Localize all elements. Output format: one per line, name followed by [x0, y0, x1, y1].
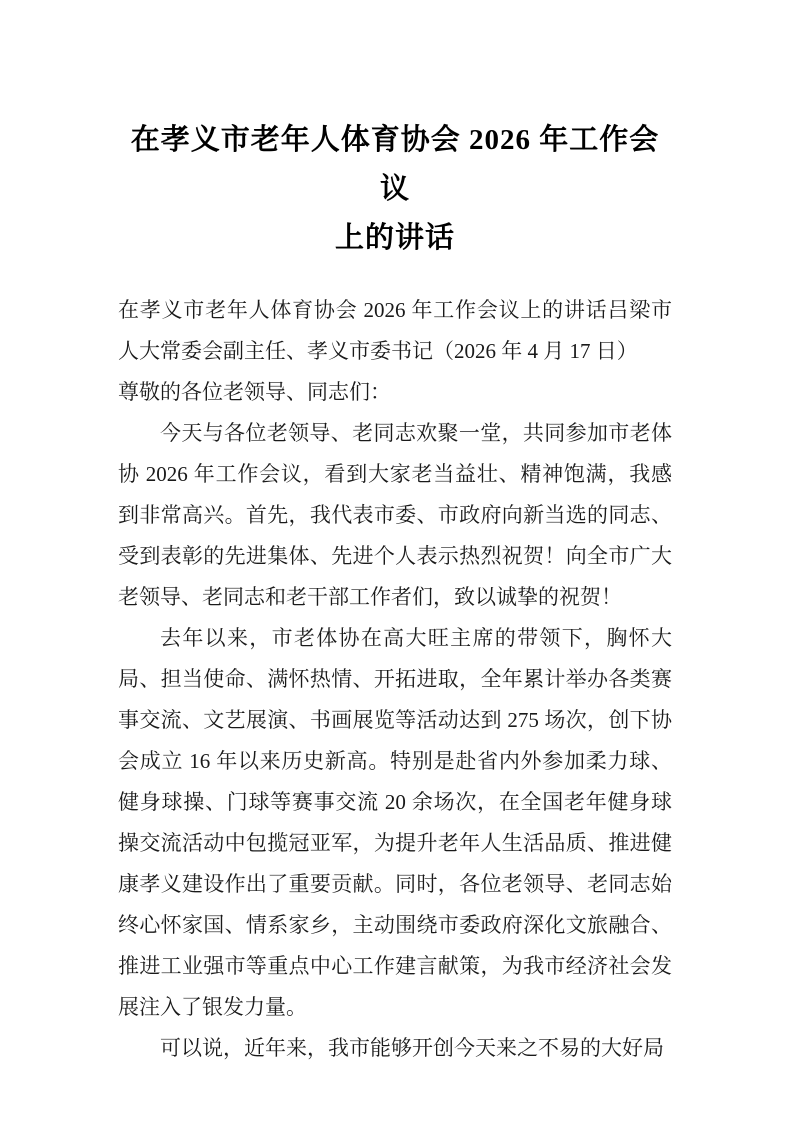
document-title [118, 116, 672, 263]
document-body [118, 290, 672, 1069]
paragraph-greeting: 今天与各位老领导、老同志欢聚一堂，共同参加市老体协 2026 年工作会议，看到大家老当益壮、精神饱满，我感到非常高兴。首先，我代表市委、市政府向新当选的同志、受到表彰的先进集体、先进个人表示热烈祝贺！向全市广大老领导、老同志和老干部工作者们，致以诚挚的祝贺！ [118, 421, 672, 609]
paragraph-salutation: 尊敬的各位老领导、同志们： [118, 380, 391, 404]
paragraph-byline: 在孝义市老年人体育协会 2026 年工作会议上的讲话吕梁市人大常委会副主任、孝义市委书记（2026 年 4 月 17 日） [118, 298, 672, 363]
title-line-1: 在孝义市老年人体育协会 2026 年工作会议 [130, 124, 660, 205]
paragraph-review: 去年以来，市老体协在高大旺主席的带领下，胸怀大局、担当使命、满怀热情、开拓进取，全年累计举办各类赛事交流、文艺展演、书画展览等活动达到 275 场次，创下协会成立 16 年以来历史新高。特别是赴省内外参加柔力球、健身球操、门球等赛事交流 20 余场次，在全国老年健身球操交流活动中包揽冠亚军，为提升老年人生活品质、推进健康孝义建设作出了重要贡献。同时，各位老领导、老同志始终心怀家国、情系家乡，主动围绕市委政府深化文旅融合、推进工业强市等重点中心工作建言献策，为我市经济社会发展注入了银发力量。 [118, 626, 672, 1019]
paragraph-closing-partial: 可以说，近年来，我市能够开创今天来之不易的大好局 [160, 1036, 664, 1060]
title-line-2: 上的讲话 [334, 222, 455, 254]
